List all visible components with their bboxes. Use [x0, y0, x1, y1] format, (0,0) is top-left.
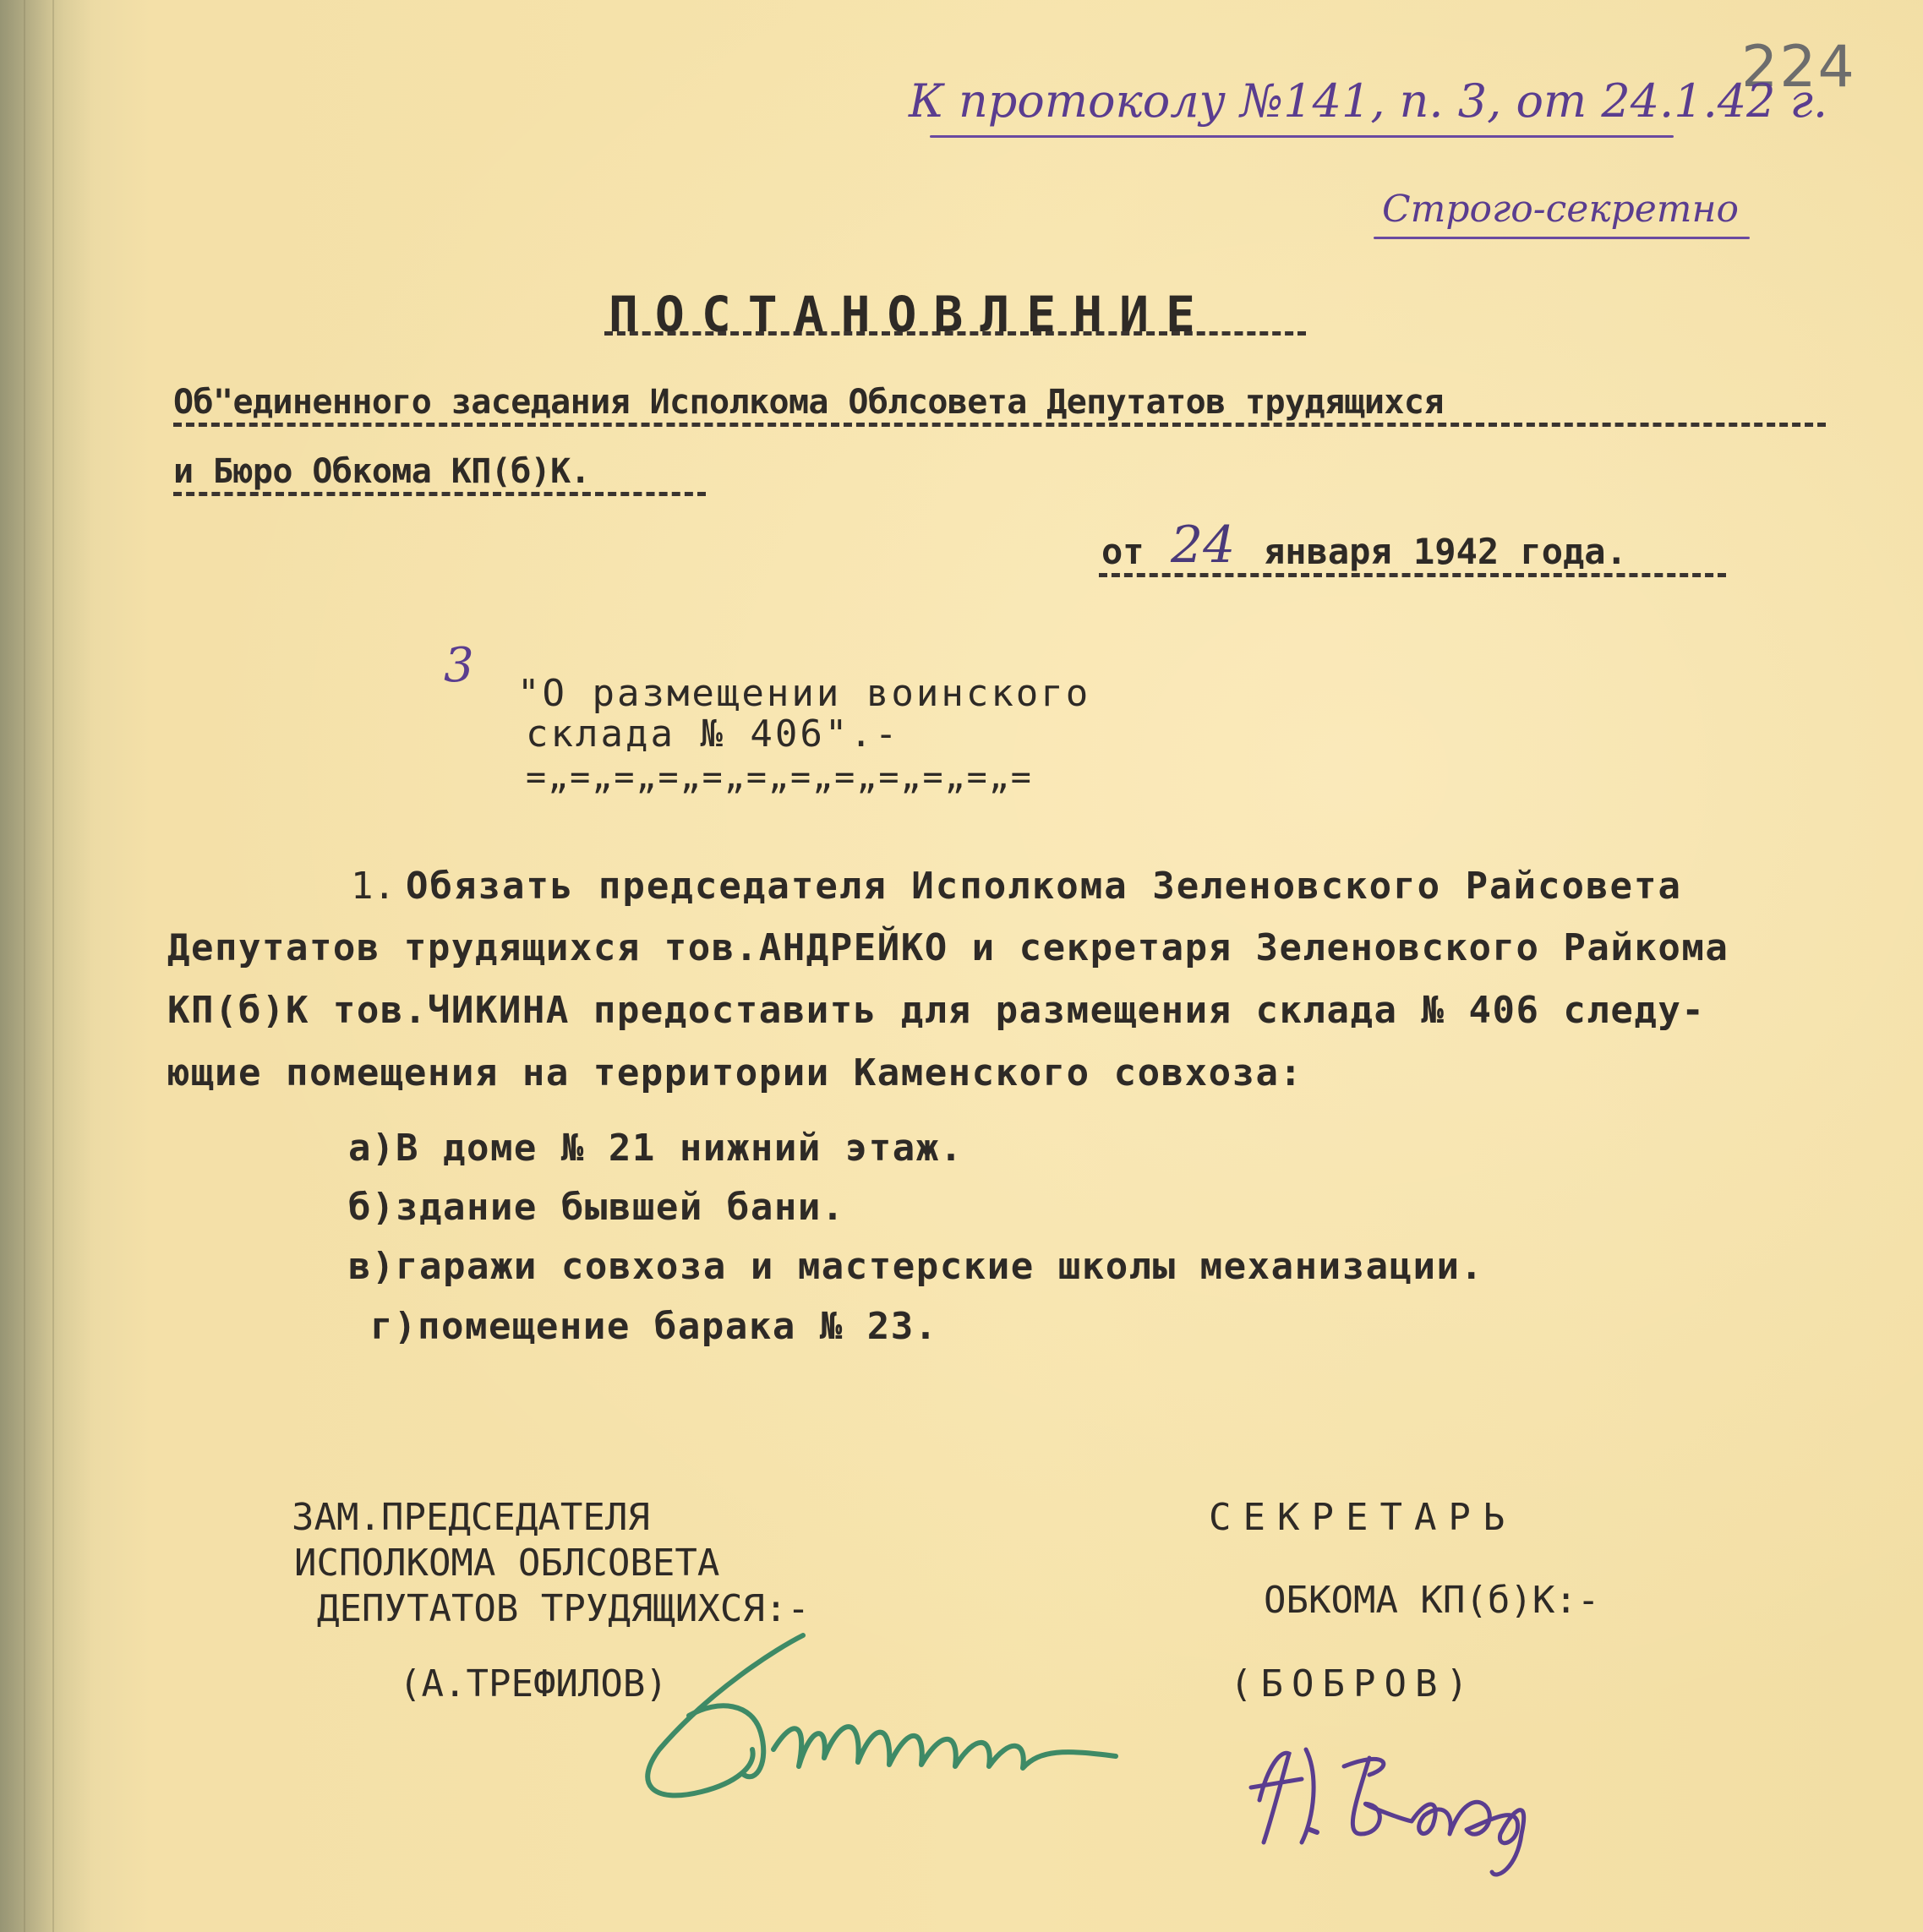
- subtitle-underline-2: [173, 492, 706, 496]
- document-title: ПОСТАНОВЛЕНИЕ: [609, 286, 1212, 343]
- signature-right-name: (БОБРОВ): [1230, 1662, 1477, 1706]
- protocol-reference: К протоколу №141, п. 3, от 24.1.42 г.: [909, 74, 1828, 128]
- paragraph-line-1: Обязать председателя Исполкома Зеленовского Райсовета: [406, 865, 1682, 908]
- subtitle-line-1: Об"единенного заседания Исполкома Облсовета Депутатов трудящихся: [173, 383, 1444, 422]
- signature-bobrov: [1243, 1716, 1581, 1885]
- subtitle-underline-1: [173, 423, 1826, 427]
- signature-right-title-1: СЕКРЕТАРЬ: [1209, 1496, 1517, 1539]
- signature-left-title-3: ДЕПУТАТОВ ТРУДЯЩИХСЯ:-: [317, 1587, 810, 1630]
- subject-separator: =„=„=„=„=„=„=„=„=„=„=„=: [526, 758, 1033, 797]
- archive-page-number: 224: [1741, 34, 1856, 101]
- binding-shadow: [0, 0, 93, 1932]
- list-item: а)В доме № 21 нижний этаж.: [348, 1127, 964, 1170]
- subtitle-line-2: и Бюро Обкома КП(б)К.: [173, 452, 591, 491]
- paragraph-line-2: Депутатов трудящихся тов.АНДРЕЙКО и секретаря Зеленовского Райкома: [167, 926, 1729, 969]
- paragraph-line-4: ющие помещения на территории Каменского совхоза:: [167, 1051, 1303, 1094]
- signature-right-title-2: ОБКОМА КП(б)К:-: [1264, 1579, 1600, 1622]
- signature-left-title-1: ЗАМ.ПРЕДСЕДАТЕЛЯ: [292, 1496, 650, 1539]
- title-underline: [604, 331, 1306, 336]
- page-edge-line: [52, 0, 54, 1932]
- list-item: в)гаражи совхоза и мастерские школы механизации.: [348, 1245, 1484, 1288]
- date-day: 24: [1171, 516, 1236, 575]
- paragraph-number: 1.: [351, 865, 396, 908]
- paragraph-line-3: КП(б)К тов.ЧИКИНА предоставить для размещения склада № 406 следу-: [167, 989, 1706, 1032]
- date-rest: января 1942 года.: [1264, 531, 1627, 572]
- subject-line-1: "О размещении воинского: [517, 672, 1091, 715]
- signature-trefilov: [609, 1623, 1150, 1817]
- secrecy-underline: [1374, 237, 1750, 239]
- signature-left-name: (А.ТРЕФИЛОВ): [399, 1662, 668, 1706]
- list-item: г)помещение барака № 23.: [370, 1305, 938, 1348]
- date-underline: [1099, 573, 1726, 577]
- list-item: б)здание бывшей бани.: [348, 1186, 845, 1229]
- page-edge-line: [24, 0, 25, 1932]
- subject-line-2: склада № 406".-: [526, 712, 900, 756]
- protocol-reference-underline: [930, 135, 1674, 138]
- date-prefix: от: [1101, 531, 1145, 572]
- secrecy-mark: Строго-секретно: [1382, 188, 1739, 231]
- signature-left-title-2: ИСПОЛКОМА ОБЛСОВЕТА: [294, 1542, 720, 1585]
- item-number: 3: [444, 638, 474, 693]
